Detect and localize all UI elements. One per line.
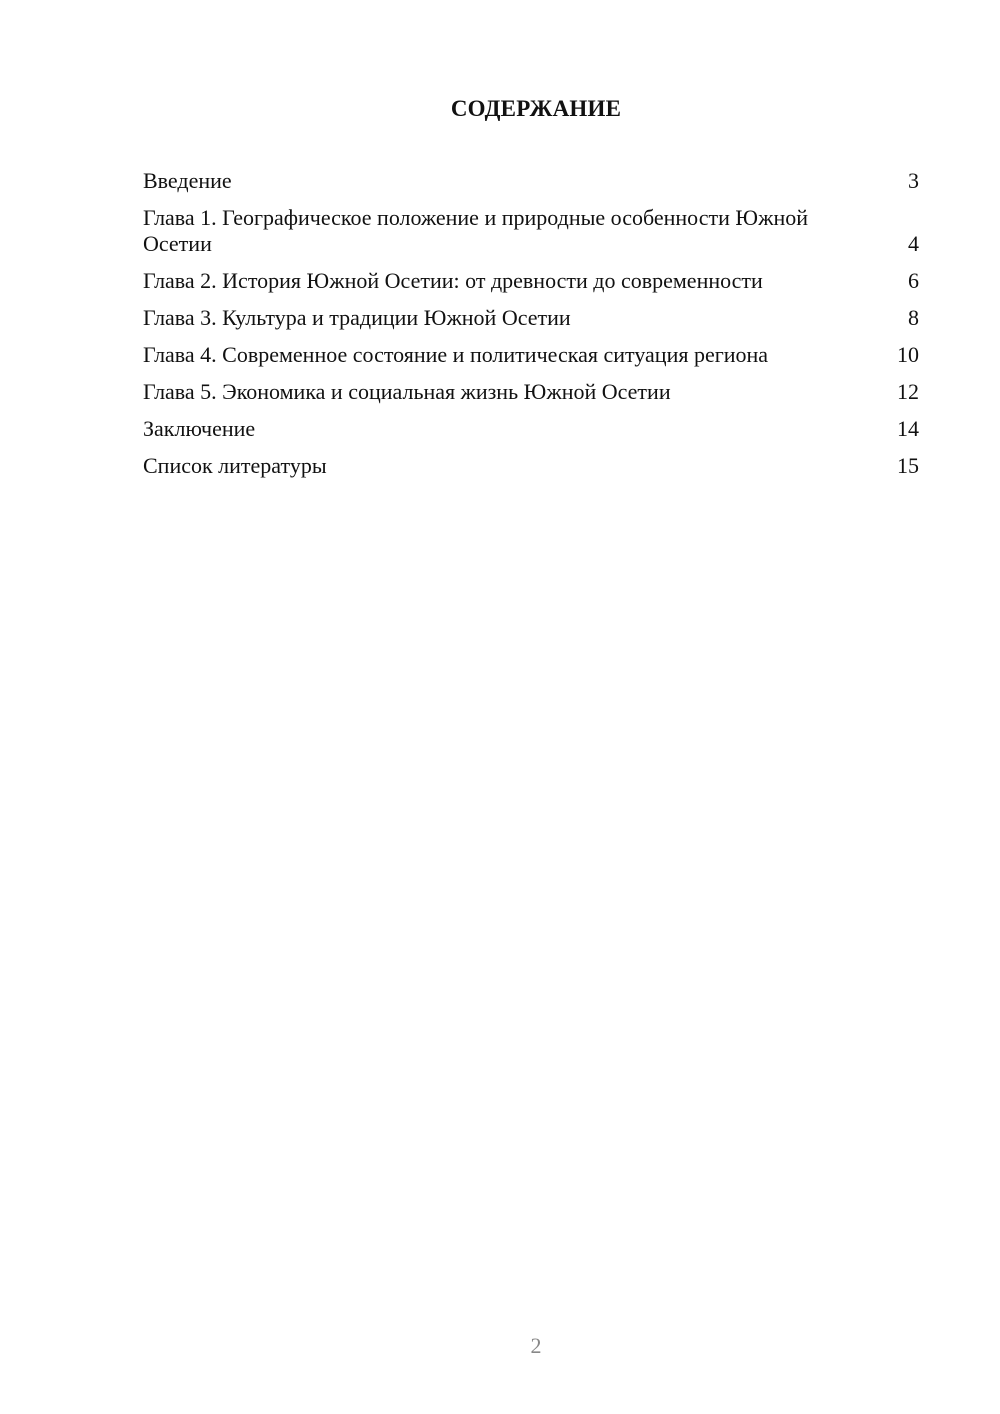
toc-item-text: Введение [143, 168, 232, 193]
toc-item-text: Заключение [143, 416, 256, 441]
toc-item-text: Глава 5. Экономика и социальная жизнь Южной Осетии [143, 379, 671, 404]
toc-item-page: 15 [897, 453, 919, 478]
toc-item-page: 4 [908, 231, 919, 256]
toc-item-page: 6 [908, 268, 919, 293]
toc-item-chapter-2[interactable] [143, 268, 919, 294]
toc-item-text: Список литературы [143, 453, 327, 478]
toc-item-text: Глава 2. История Южной Осетии: от древности до современности [143, 268, 763, 293]
toc-item-page: 3 [908, 168, 919, 193]
toc-item-chapter-3[interactable] [143, 305, 919, 331]
toc-item-introduction[interactable] [143, 168, 919, 194]
toc-item-text: Глава 4. Современное состояние и политическая ситуация региона [143, 342, 769, 367]
toc-item-page: 8 [908, 305, 919, 330]
toc-item-page: 12 [897, 379, 919, 404]
toc-item-text: Глава 1. Географическое положение и природные особенности Южной Осетии [143, 205, 808, 256]
toc-item-chapter-5[interactable] [143, 379, 919, 405]
toc-item-chapter-4[interactable] [143, 342, 919, 368]
toc-item-page: 14 [897, 416, 919, 441]
toc-item-conclusion[interactable] [143, 416, 919, 442]
toc-item-text: Глава 3. Культура и традиции Южной Осетии [143, 305, 571, 330]
page-number: 2 [530, 1333, 542, 1358]
page-title: СОДЕРЖАНИЕ [450, 96, 622, 121]
toc-item-page: 10 [897, 342, 919, 367]
toc-item-chapter-1[interactable] [143, 205, 919, 257]
toc-item-bibliography[interactable] [143, 453, 919, 479]
table-of-contents [143, 168, 919, 490]
